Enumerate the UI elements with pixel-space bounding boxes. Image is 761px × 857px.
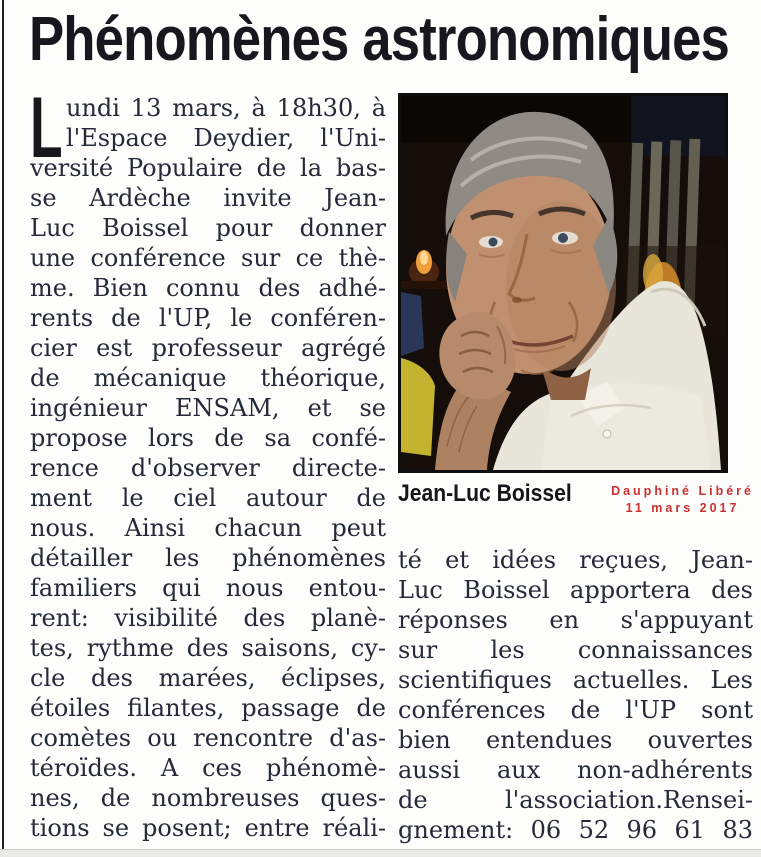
text-line: nous. Ainsi chacun peut bbox=[30, 514, 386, 542]
press-credit-date: 11 mars 2017 bbox=[625, 501, 740, 515]
text-line: rent: visibilité des planè- bbox=[30, 604, 386, 632]
text-line: de l'association.Rensei- bbox=[398, 786, 753, 814]
text-line: une conférence sur ce thè- bbox=[30, 244, 386, 272]
text-line: me. Bien connu des adhé- bbox=[30, 274, 386, 302]
text-line: de mécanique théorique, bbox=[30, 364, 386, 392]
press-credit-name: Dauphiné Libéré bbox=[611, 484, 754, 498]
text-line: té et idées reçues, Jean- bbox=[398, 546, 753, 574]
text-line: cle des marées, éclipses, bbox=[30, 664, 386, 692]
text-line: bien entendues ouvertes bbox=[398, 726, 753, 754]
text-line: se Ardèche invite Jean- bbox=[30, 184, 386, 212]
text-line: sur les connaissances bbox=[398, 636, 753, 664]
article-column-right bbox=[398, 545, 753, 845]
text-line: Luc Boissel pour donner bbox=[30, 214, 386, 242]
press-credit bbox=[611, 480, 754, 517]
photo-caption-row bbox=[398, 480, 754, 517]
text-line: familiers qui nous entou- bbox=[30, 574, 386, 602]
clipping-left-rule bbox=[2, 0, 4, 849]
text-line: rents de l'UP, le conféren- bbox=[30, 304, 386, 332]
text-line: gnement: 06 52 96 61 83 bbox=[398, 816, 753, 844]
text-line: tions se posent; entre réali- bbox=[30, 814, 386, 842]
text-line: Luc Boissel apportera des bbox=[398, 576, 753, 604]
text-line: scientifiques actuelles. Les bbox=[398, 666, 753, 694]
text-line: étoiles filantes, passage de bbox=[30, 694, 386, 722]
text-line: l'Espace Deydier, l'Uni- bbox=[66, 124, 386, 152]
text-line: undi 13 mars, à 18h30, à bbox=[66, 94, 386, 122]
article-column-left bbox=[30, 80, 386, 843]
text-line: propose lors de sa confé- bbox=[30, 424, 386, 452]
drop-cap: L bbox=[30, 80, 63, 176]
text-line: tes, rythme des saisons, cy- bbox=[30, 634, 386, 662]
text-line: cier est professeur agrégé bbox=[30, 334, 386, 362]
text-line: ingénieur ENSAM, et se bbox=[30, 394, 386, 422]
text-line: téroïdes. A ces phénomè- bbox=[30, 754, 386, 782]
photo-caption: Jean-Luc Boissel bbox=[398, 480, 572, 507]
text-line: détailler les phénomènes bbox=[30, 544, 386, 572]
text-line: versité Populaire de la bas- bbox=[30, 154, 386, 182]
text-line: ment le ciel autour de bbox=[30, 484, 386, 512]
text-line: comètes ou rencontre d'as- bbox=[30, 724, 386, 752]
article-headline: Phénomènes astronomiques bbox=[29, 5, 730, 74]
text-line: rence d'observer directe- bbox=[30, 454, 386, 482]
text-line: réponses en s'appuyant bbox=[398, 606, 753, 634]
portrait-photo bbox=[398, 93, 728, 473]
text-line: nes, de nombreuses ques- bbox=[30, 784, 386, 812]
portrait-photo-illustration bbox=[401, 96, 725, 470]
clipping-bottom-edge bbox=[0, 849, 761, 857]
text-line: conférences de l'UP sont bbox=[398, 696, 753, 724]
text-line: aussi aux non-adhérents bbox=[398, 756, 753, 784]
